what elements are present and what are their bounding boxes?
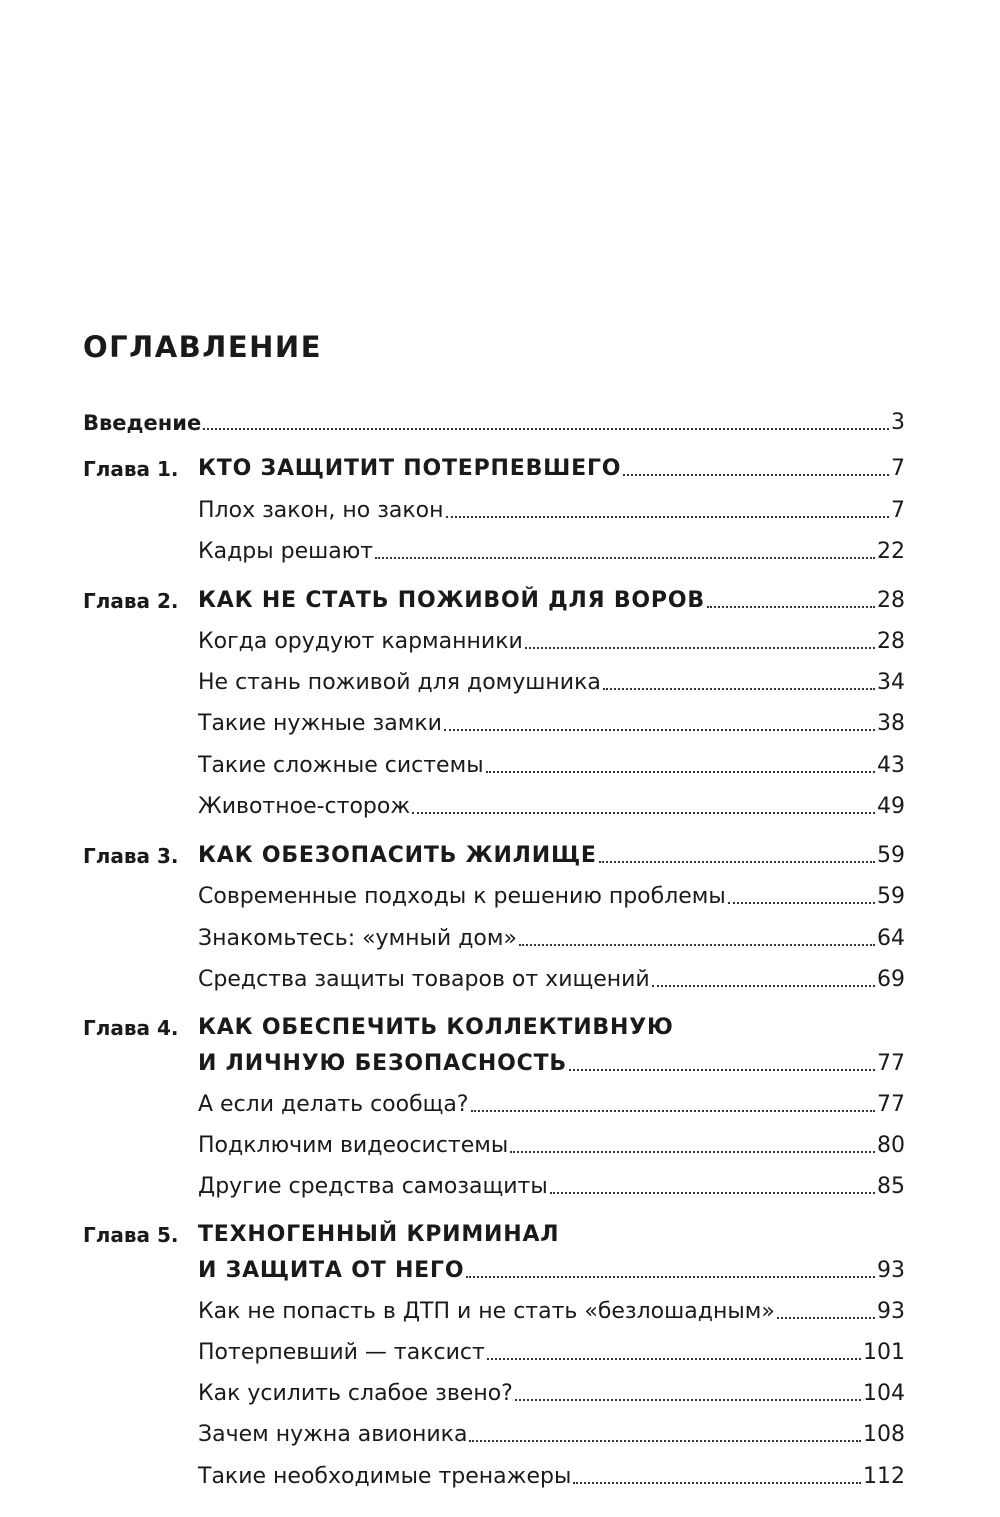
chapter-label: Глава 5.	[83, 1223, 179, 1247]
chapter-title: КАК НЕ СТАТЬ ПОЖИВОЙ ДЛЯ ВОРОВ	[198, 588, 705, 613]
toc-entry-section[interactable]	[198, 745, 905, 781]
page-number: 93	[877, 1299, 905, 1324]
page-number: 69	[877, 967, 905, 992]
toc-entry-section[interactable]	[198, 1291, 905, 1327]
dot-leader	[466, 1276, 875, 1278]
dot-leader	[515, 1399, 861, 1401]
page-number: 101	[863, 1340, 905, 1365]
page-number: 104	[863, 1381, 905, 1406]
toc-entry-section[interactable]	[198, 531, 905, 567]
page-number: 112	[863, 1464, 905, 1489]
section-title: Средства защиты товаров от хищений	[198, 967, 650, 992]
section-title: Зачем нужна авионика	[198, 1422, 468, 1447]
page-number: 93	[877, 1258, 905, 1283]
chapter-title-line-1: КАК ОБЕСПЕЧИТЬ КОЛЛЕКТИВНУЮ	[198, 1015, 674, 1040]
toc-entry-section[interactable]	[198, 1456, 905, 1492]
dot-leader	[599, 861, 875, 863]
toc-entry-chapter-3[interactable]	[83, 835, 905, 871]
page-number: 80	[877, 1133, 905, 1158]
dot-leader	[519, 944, 875, 946]
toc-entry-section[interactable]	[198, 918, 905, 954]
toc-entry-section[interactable]	[198, 786, 905, 822]
page-number: 77	[877, 1092, 905, 1117]
section-title: Подключим видеосистемы	[198, 1133, 509, 1158]
section-title: Потерпевший — таксист	[198, 1340, 485, 1365]
section-title: Современные подходы к решению проблемы	[198, 884, 726, 909]
page-number: 3	[891, 410, 905, 435]
page-number: 7	[891, 498, 905, 523]
dot-leader	[525, 647, 875, 649]
page-number: 59	[877, 884, 905, 909]
dot-leader	[623, 474, 889, 476]
toc-title: ОГЛАВЛЕНИЕ	[83, 330, 323, 364]
dot-leader	[469, 1440, 861, 1442]
toc-entry-chapter-5[interactable]	[198, 1250, 905, 1286]
toc-entry-chapter-1[interactable]	[83, 448, 905, 484]
page-number: 38	[877, 711, 905, 736]
dot-leader	[486, 771, 875, 773]
dot-leader	[603, 688, 875, 690]
toc-entry-intro[interactable]	[83, 402, 905, 438]
dot-leader	[550, 1192, 875, 1194]
toc-entry-section[interactable]	[198, 490, 905, 526]
intro-label: Введение	[83, 411, 202, 435]
chapter-label: Глава 3.	[83, 844, 179, 868]
dot-leader	[707, 606, 875, 608]
toc-entry-section[interactable]	[198, 1332, 905, 1368]
dot-leader	[728, 902, 875, 904]
toc-entry-section[interactable]	[198, 1125, 905, 1161]
chapter-title-line-1: ТЕХНОГЕННЫЙ КРИМИНАЛ	[198, 1222, 560, 1247]
toc-entry-section[interactable]	[198, 1373, 905, 1409]
section-title: А если делать сообща?	[198, 1092, 469, 1117]
page-number: 22	[877, 539, 905, 564]
dot-leader	[412, 812, 875, 814]
dot-leader	[471, 1110, 875, 1112]
chapter-title-line-2: И ЛИЧНУЮ БЕЗОПАСНОСТЬ	[198, 1051, 567, 1076]
chapter-title-line-2: И ЗАЩИТА ОТ НЕГО	[198, 1258, 465, 1283]
dot-leader	[777, 1317, 875, 1319]
toc-entry-section[interactable]	[198, 1414, 905, 1450]
dot-leader	[569, 1069, 875, 1071]
section-title: Как не попасть в ДТП и не стать «безлошадным»	[198, 1299, 775, 1324]
toc-entry-section[interactable]	[198, 1166, 905, 1202]
page-number: 28	[877, 629, 905, 654]
section-title: Не стань поживой для домушника	[198, 670, 601, 695]
toc-entry-chapter-2[interactable]	[83, 580, 905, 616]
dot-leader	[510, 1151, 875, 1153]
toc-entry-section[interactable]	[198, 1084, 905, 1120]
section-title: Кадры решают	[198, 539, 374, 564]
page-number: 34	[877, 670, 905, 695]
page-number: 85	[877, 1174, 905, 1199]
chapter-label: Глава 1.	[83, 457, 179, 481]
dot-leader	[203, 428, 889, 430]
toc-entry-section[interactable]	[198, 703, 905, 739]
dot-leader	[375, 557, 875, 559]
toc-entry-section[interactable]	[198, 662, 905, 698]
page-number: 77	[877, 1051, 905, 1076]
toc-entry-chapter-4[interactable]	[198, 1043, 905, 1079]
page-number: 108	[863, 1422, 905, 1447]
section-title: Как усилить слабое звено?	[198, 1381, 513, 1406]
toc-entry-section[interactable]	[198, 621, 905, 657]
dot-leader	[446, 516, 889, 518]
page-number: 7	[891, 456, 905, 481]
section-title: Знакомьтесь: «умный дом»	[198, 926, 517, 951]
section-title: Животное-сторож	[198, 794, 411, 819]
chapter-label: Глава 4.	[83, 1016, 179, 1040]
dot-leader	[652, 985, 875, 987]
chapter-title: КАК ОБЕЗОПАСИТЬ ЖИЛИЩЕ	[198, 843, 597, 868]
section-title: Другие средства самозащиты	[198, 1174, 548, 1199]
page-number: 59	[877, 843, 905, 868]
section-title: Когда орудуют карманники	[198, 629, 523, 654]
chapter-title: КТО ЗАЩИТИТ ПОТЕРПЕВШЕГО	[198, 456, 622, 481]
page-number: 64	[877, 926, 905, 951]
page-number: 49	[877, 794, 905, 819]
dot-leader	[444, 729, 875, 731]
section-title: Такие сложные системы	[198, 753, 484, 778]
section-title: Такие необходимые тренажеры	[198, 1464, 572, 1489]
page-number: 28	[877, 588, 905, 613]
page-number: 43	[877, 753, 905, 778]
section-title: Плох закон, но закон	[198, 498, 444, 523]
toc-entry-section[interactable]	[198, 876, 905, 912]
toc-entry-section[interactable]	[198, 959, 905, 995]
section-title: Такие нужные замки	[198, 711, 442, 736]
dot-leader	[487, 1358, 861, 1360]
dot-leader	[573, 1482, 861, 1484]
chapter-label: Глава 2.	[83, 589, 179, 613]
